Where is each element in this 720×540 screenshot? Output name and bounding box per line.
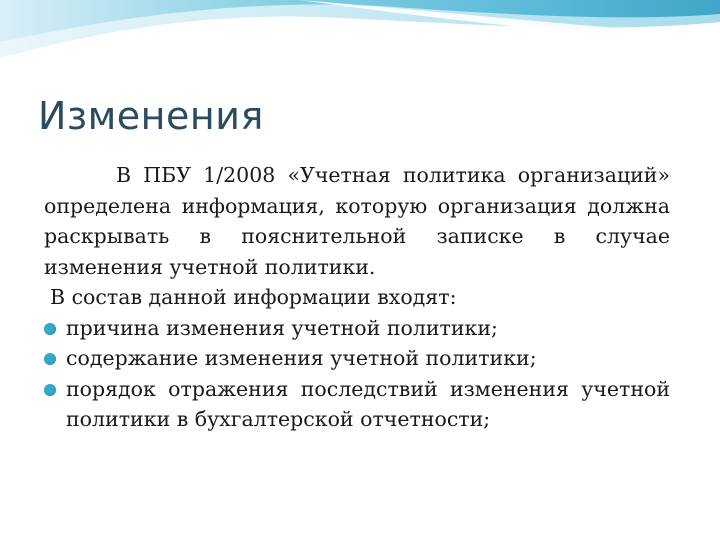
bullet-dot-icon — [44, 323, 56, 335]
slide-title: Изменения — [38, 94, 264, 138]
bullet-text: содержание изменения учетной политики; — [66, 346, 537, 370]
bullet-item-procedure — [44, 374, 670, 435]
list-intro: В состав данной информации входят: — [50, 285, 457, 309]
header-wave-decoration — [0, 0, 720, 90]
bullet-item-content — [44, 343, 670, 374]
bullet-list — [44, 313, 670, 435]
bullet-dot-icon — [44, 353, 56, 365]
main-paragraph: В ПБУ 1/2008 «Учетная политика организаций» определена информация, которую организация должна раскрывать в пояснительной записке в случае изменения учетной политики. — [44, 163, 670, 279]
bullet-text: порядок отражения последствий изменения учетной политики в бухгалтерской отчетности; — [66, 376, 670, 431]
bullet-text: причина изменения учетной политики; — [66, 315, 498, 340]
bullet-dot-icon — [44, 384, 56, 396]
slide-body — [44, 160, 670, 435]
bullet-item-reason — [44, 313, 670, 344]
